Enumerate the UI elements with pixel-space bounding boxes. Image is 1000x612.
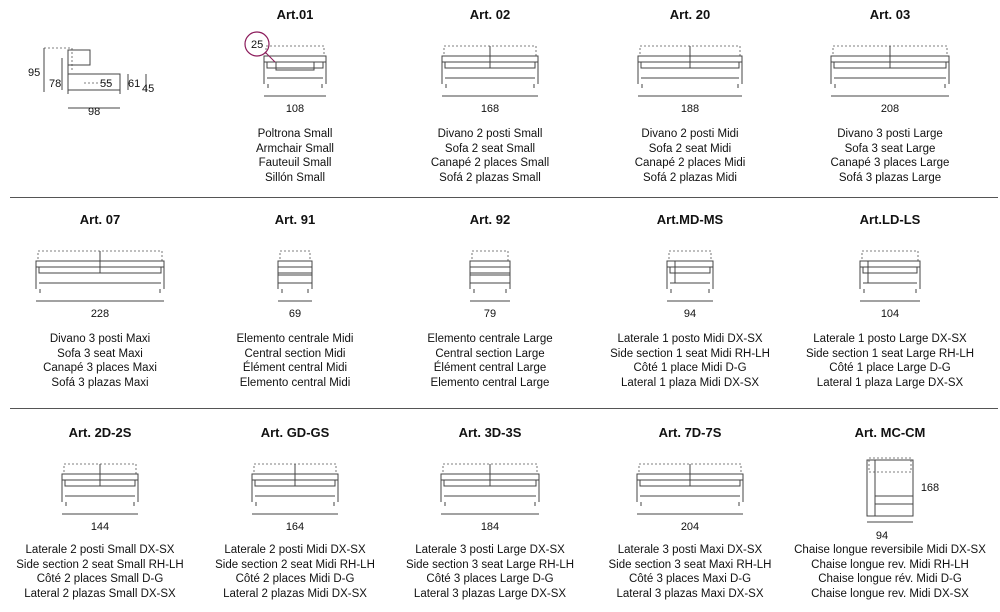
description-line: Side section 2 seat Small RH-LH [16, 558, 184, 571]
description-line: Élément central Large [433, 362, 547, 374]
description-line: Sofa 3 seat Large [844, 142, 936, 155]
article-code: Art. GD-GS [260, 425, 330, 440]
description-lines [590, 332, 790, 390]
description-line: Side section 3 seat Maxi RH-LH [608, 558, 772, 571]
description-lines [790, 127, 990, 185]
description-lines [790, 332, 990, 390]
description-line: Côté 3 places Maxi D-G [628, 573, 752, 585]
article-code: Art. 03 [869, 7, 911, 22]
width-dimension: 164 [285, 521, 305, 533]
article-code: Art. 91 [274, 212, 316, 227]
description-lines [790, 543, 990, 601]
width-dimension: 104 [880, 308, 900, 320]
legend-depth-seat: 55 [100, 78, 113, 90]
description-lines [0, 543, 200, 601]
description-line: Central section Large [435, 347, 545, 360]
description-line: Côté 2 places Midi D-G [235, 573, 355, 585]
description-line: Divano 3 posti Large [837, 128, 943, 140]
width-dimension: 188 [680, 103, 700, 115]
article-code: Art. 3D-3S [458, 425, 522, 440]
description-line: Élément central Midi [242, 362, 348, 374]
description-line: Armchair Small [256, 142, 334, 155]
article-code: Art. 92 [469, 212, 511, 227]
description-line: Sofá 2 plazas Small [439, 171, 541, 184]
product-cell [590, 205, 790, 395]
product-cell [790, 205, 990, 395]
width-dimension: 184 [480, 521, 500, 533]
width-dimension: 204 [680, 521, 700, 533]
description-line: Sofa 2 seat Midi [648, 142, 732, 155]
description-line: Sofá 3 plazas Maxi [51, 376, 149, 389]
sofa-drawing [790, 456, 990, 536]
description-line: Côté 1 place Large D-G [829, 362, 951, 374]
legend-h-low: 45 [142, 83, 155, 95]
legend-h-back: 61 [128, 78, 141, 90]
product-cell [390, 0, 590, 190]
description-line: Sofá 3 plazas Large [838, 171, 942, 184]
description-line: Lateral 1 plaza Large DX-SX [816, 376, 964, 389]
product-cell [790, 418, 990, 608]
description-lines [390, 332, 590, 390]
article-code: Art.LD-LS [859, 212, 921, 227]
divider-row-2 [10, 408, 998, 409]
legend-h-seat: 78 [49, 78, 62, 90]
description-line: Côté 3 places Large D-G [426, 573, 554, 585]
product-cell [195, 205, 395, 395]
description-lines [590, 127, 790, 185]
legend-depth: 98 [88, 106, 101, 118]
description-line: Sillón Small [264, 171, 326, 184]
description-line: Elemento centrale Large [427, 333, 553, 345]
divider-row-1 [10, 197, 998, 198]
description-line: Poltrona Small [257, 128, 333, 140]
description-line: Lateral 1 plaza Midi DX-SX [620, 376, 760, 389]
description-line: Divano 2 posti Midi [641, 128, 739, 140]
article-code: Art. 07 [79, 212, 121, 227]
description-line: Laterale 2 posti Small DX-SX [25, 544, 175, 556]
description-line: Canapé 3 places Large [830, 157, 950, 169]
marker-label: 25 [251, 39, 264, 51]
product-cell [590, 0, 790, 190]
product-cell [590, 418, 790, 608]
description-line: Laterale 1 posto Midi DX-SX [617, 333, 763, 345]
description-line: Side section 1 seat Large RH-LH [805, 347, 975, 360]
description-line: Lateral 3 plazas Maxi DX-SX [616, 587, 764, 600]
product-cell [790, 0, 990, 190]
article-code: Art.MD-MS [656, 212, 724, 227]
product-cell [0, 205, 200, 395]
product-cell [390, 418, 590, 608]
product-cell [195, 418, 395, 608]
description-line: Elemento centrale Midi [236, 333, 354, 345]
description-lines [195, 332, 395, 390]
article-code: Art. 2D-2S [68, 425, 132, 440]
description-line: Laterale 3 posti Large DX-SX [415, 544, 565, 556]
description-line: Côté 2 places Small D-G [36, 573, 164, 585]
description-line: Laterale 2 posti Midi DX-SX [224, 544, 366, 556]
width-dimension: 108 [285, 103, 305, 115]
description-line: Sofá 2 plazas Midi [643, 171, 737, 184]
description-line: Chaise longue rév. Midi D-G [818, 573, 962, 585]
description-lines [195, 127, 395, 185]
description-line: Lateral 3 plazas Large DX-SX [413, 587, 567, 600]
width-dimension: 168 [480, 103, 500, 115]
description-line: Canapé 3 places Maxi [43, 362, 157, 374]
product-cell [195, 0, 395, 190]
description-line: Laterale 3 posti Maxi DX-SX [617, 544, 763, 556]
description-line: Sofa 2 seat Small [444, 142, 536, 155]
legend-h-total: 95 [28, 67, 41, 79]
description-line: Sofa 3 seat Maxi [57, 347, 143, 360]
width-dimension: 79 [483, 308, 497, 320]
article-code: Art. 7D-7S [658, 425, 722, 440]
article-code: Art.01 [276, 7, 314, 22]
description-line: Canapé 2 places Midi [634, 157, 746, 169]
description-line: Elemento central Large [430, 376, 550, 389]
description-line: Côté 1 place Midi D-G [633, 362, 747, 374]
description-line: Side section 1 seat Midi RH-LH [610, 347, 770, 360]
description-line: Side section 3 seat Large RH-LH [405, 558, 575, 571]
sofa-outline-icon [790, 456, 990, 536]
description-lines [390, 543, 590, 601]
width-dimension: 208 [880, 103, 900, 115]
article-code: Art. MC-CM [854, 425, 926, 440]
description-lines [590, 543, 790, 601]
article-code: Art. 20 [669, 7, 711, 22]
description-line: Fauteuil Small [258, 157, 332, 169]
width-dimension: 94 [875, 530, 889, 542]
description-line: Lateral 2 plazas Midi DX-SX [223, 587, 367, 600]
description-line: Canapé 2 places Small [430, 157, 550, 169]
description-line: Chaise longue rev. Midi RH-LH [811, 558, 969, 571]
description-line: Chaise longue reversibile Midi DX-SX [794, 544, 986, 556]
product-cell [390, 205, 590, 395]
width-dimension: 69 [288, 308, 302, 320]
description-line: Divano 2 posti Small [437, 128, 543, 140]
width-dimension: 228 [90, 308, 110, 320]
description-lines [0, 332, 200, 390]
description-lines [195, 543, 395, 601]
side-view-drawing [0, 30, 200, 160]
description-line: Lateral 2 plazas Small DX-SX [24, 587, 176, 600]
legend-side-view [0, 0, 200, 200]
description-lines [390, 127, 590, 185]
depth-dimension: 168 [920, 482, 940, 494]
width-dimension: 94 [683, 308, 697, 320]
description-line: Central section Midi [244, 347, 346, 360]
product-cell [0, 418, 200, 608]
description-line: Side section 2 seat Midi RH-LH [215, 558, 375, 571]
description-line: Divano 3 posti Maxi [49, 333, 151, 345]
width-dimension: 144 [90, 521, 110, 533]
description-line: Chaise longue rev. Midi DX-SX [811, 587, 969, 600]
article-code: Art. 02 [469, 7, 511, 22]
description-line: Elemento central Midi [239, 376, 351, 389]
description-line: Laterale 1 posto Large DX-SX [813, 333, 967, 345]
